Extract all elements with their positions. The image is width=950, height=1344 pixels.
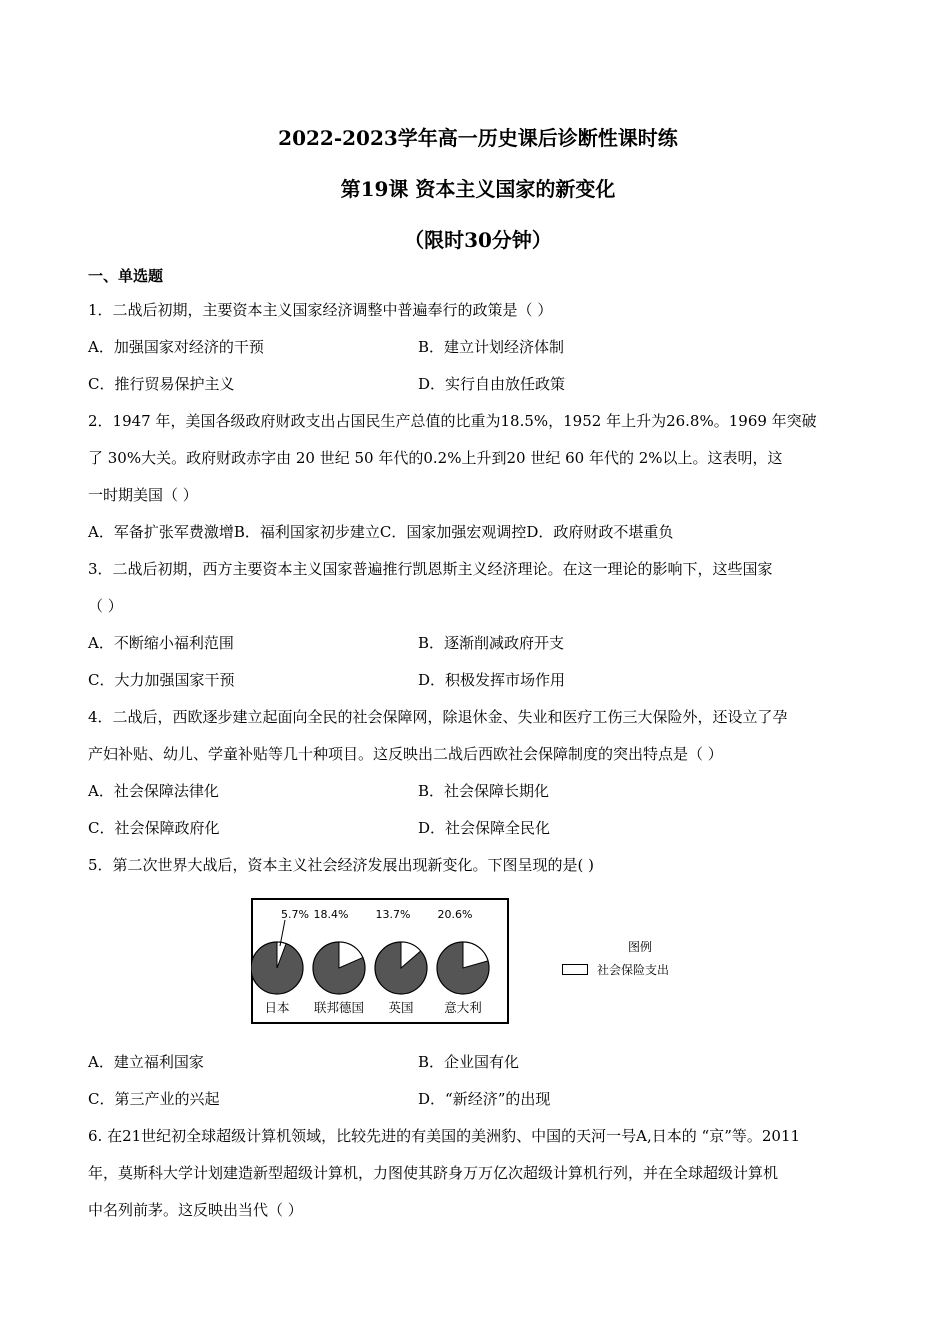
question-stem: 2．1947 年，美国各级政府财政支出占国民生产总值的比重为18.5%，1952 年上升为26.8%。1969 年突破 bbox=[88, 412, 817, 430]
section-heading: 一、单选题 bbox=[88, 267, 164, 285]
question-stem: 1．二战后初期，主要资本主义国家经济调整中普遍奉行的政策是（ ） bbox=[88, 301, 553, 319]
question-2 bbox=[88, 403, 868, 551]
option-a: A．加强国家对经济的干预 bbox=[88, 338, 264, 356]
pie-4-value-label: 20.6% bbox=[437, 908, 473, 921]
question-stem: 一时期美国（ ） bbox=[88, 486, 198, 504]
legend-swatch bbox=[562, 964, 588, 975]
question-6 bbox=[88, 1118, 868, 1229]
option-a: A．社会保障法律化 bbox=[88, 782, 219, 800]
lesson-title: 第19课 资本主义国家的新变化 bbox=[340, 177, 616, 201]
pie-chart-figure bbox=[88, 890, 868, 1040]
option-a: A．建立福利国家 bbox=[88, 1053, 204, 1071]
option-c: C．大力加强国家干预 bbox=[88, 671, 235, 689]
legend-title: 图例 bbox=[628, 940, 653, 954]
option-c: C．推行贸易保护主义 bbox=[88, 375, 235, 393]
pie-3-category-label: 英国 bbox=[388, 1000, 414, 1015]
question-1 bbox=[88, 292, 868, 403]
pie-1-value-label: 5.7% bbox=[281, 908, 309, 921]
question-stem: 年，莫斯科大学计划建造新型超级计算机，力图使其跻身万万亿次超级计算机行列，并在全球超级计算机 bbox=[88, 1164, 779, 1182]
option-d: D．实行自由放任政策 bbox=[418, 375, 566, 393]
pie-3-value-label: 13.7% bbox=[375, 908, 411, 921]
question-stem: 3．二战后初期，西方主要资本主义国家普遍推行凯恩斯主义经济理论。在这一理论的影响下，这些国家 bbox=[88, 560, 773, 578]
question-stem: 4．二战后，西欧逐步建立起面向全民的社会保障网，除退休金、失业和医疗工伤三大保险外，还设立了孕 bbox=[88, 708, 788, 726]
option-b: B．企业国有化 bbox=[418, 1053, 520, 1071]
question-5 bbox=[88, 847, 868, 1118]
pie-chart bbox=[251, 898, 509, 1024]
question-stem: 产妇补贴、幼儿、学童补贴等几十种项目。这反映出二战后西欧社会保障制度的突出特点是（ ） bbox=[88, 745, 723, 763]
option-a: A．不断缩小福利范围 bbox=[88, 634, 234, 652]
option-b: B．社会保障长期化 bbox=[418, 782, 550, 800]
question-stem: 5．第二次世界大战后，资本主义社会经济发展出现新变化。下图呈现的是( ) bbox=[88, 856, 595, 874]
question-stem: 6. 在21世纪初全球超级计算机领域，比较先进的有美国的美洲豹、中国的天河一号A,日本的 “京”等。2011 bbox=[88, 1127, 801, 1145]
pie-1-category-label: 日本 bbox=[264, 1000, 290, 1015]
legend-label: 社会保险支出 bbox=[597, 963, 670, 977]
pie-2-category-label: 联邦德国 bbox=[313, 1000, 365, 1015]
option-d: D．“新经济”的出现 bbox=[418, 1090, 551, 1108]
pie-2-value-label: 18.4% bbox=[313, 908, 349, 921]
option-b: B．逐渐削减政府开支 bbox=[418, 634, 565, 652]
question-3 bbox=[88, 551, 868, 699]
document-page bbox=[88, 120, 868, 1229]
option-d: D．积极发挥市场作用 bbox=[418, 671, 566, 689]
option-c: C．社会保障政府化 bbox=[88, 819, 220, 837]
time-limit: （限时30分钟） bbox=[404, 228, 552, 252]
question-4 bbox=[88, 699, 868, 847]
option-c: C．第三产业的兴起 bbox=[88, 1090, 220, 1108]
pie-4-category-label: 意大利 bbox=[444, 1000, 482, 1015]
options-inline: A．军备扩张军费激增B．福利国家初步建立C．国家加强宏观调控D．政府财政不堪重负 bbox=[88, 523, 674, 541]
question-stem: （ ） bbox=[88, 597, 123, 615]
document-title: 2022-2023学年高一历史课后诊断性课时练 bbox=[278, 126, 678, 150]
option-d: D．社会保障全民化 bbox=[418, 819, 551, 837]
option-b: B．建立计划经济体制 bbox=[418, 338, 565, 356]
question-stem: 中名列前茅。这反映出当代（ ） bbox=[88, 1201, 303, 1219]
question-stem: 了 30%大关。政府财政赤字由 20 世纪 50 年代的0.2%上升到20 世纪 60 年代的 2%以上。这表明，这 bbox=[88, 449, 783, 467]
